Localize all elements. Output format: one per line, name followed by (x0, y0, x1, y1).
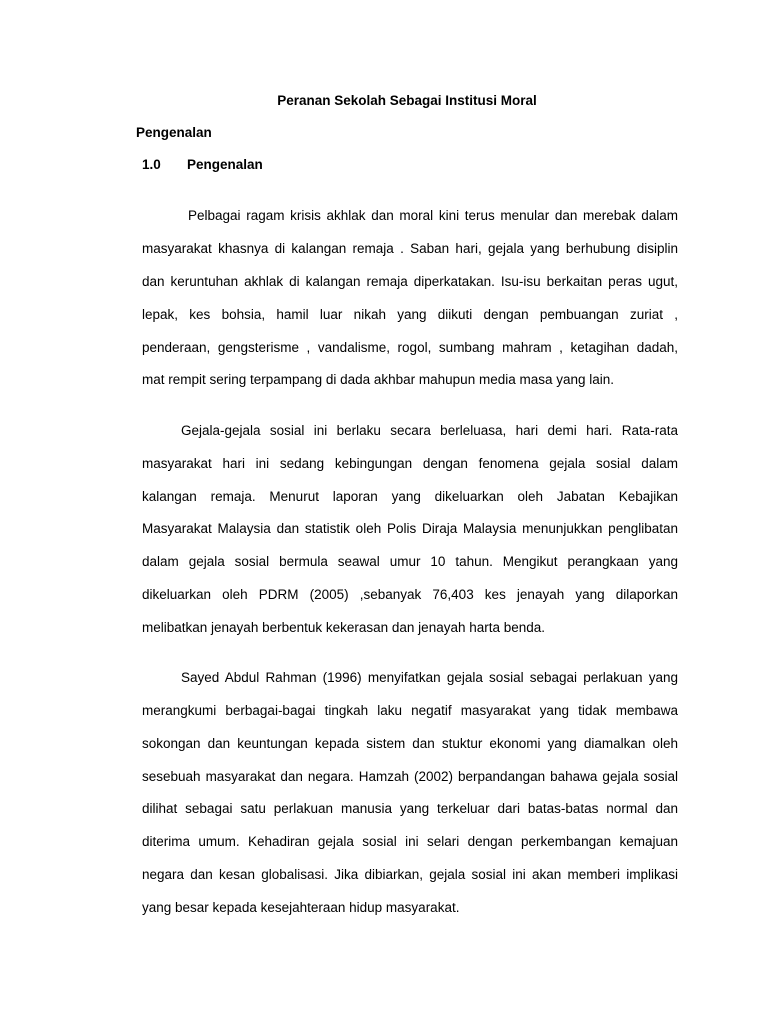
paragraph-line: Pelbagai ragam krisis akhlak dan moral kini terus menular dan merebak dalam (188, 208, 678, 223)
section-heading: Pengenalan (136, 125, 212, 140)
paragraph-line: dalam gejala sosial bermula seawal umur 10 tahun. Mengikut perangkaan yang (142, 554, 678, 569)
paragraph-line: sesebuah masyarakat dan negara. Hamzah (2002) berpandangan bahawa gejala sosial (142, 769, 678, 784)
paragraph-line: mat rempit sering terpampang di dada akhbar mahupun media masa yang lain. (142, 372, 615, 387)
paragraph-line: merangkumi berbagai-bagai tingkah laku negatif masyarakat yang tidak membawa (142, 703, 678, 718)
subsection-title: Pengenalan (187, 157, 263, 172)
paragraph-line: dan keruntuhan akhlak di kalangan remaja diperkatakan. Isu-isu berkaitan peras ugut, (142, 274, 678, 289)
paragraph-line: masyarakat khasnya di kalangan remaja . Saban hari, gejala yang berhubung disiplin (142, 241, 678, 256)
paragraph-line: Masyarakat Malaysia dan statistik oleh Polis Diraja Malaysia menunjukkan penglibatan (142, 521, 678, 536)
paragraph-line: Sayed Abdul Rahman (1996) menyifatkan gejala sosial sebagai perlakuan yang (181, 670, 678, 685)
paragraph-line: kalangan remaja. Menurut laporan yang dikeluarkan oleh Jabatan Kebajikan (142, 489, 678, 504)
document-title: Peranan Sekolah Sebagai Institusi Moral (277, 93, 537, 108)
paragraph-line: penderaan, gengsterisme , vandalisme, rogol, sumbang mahram , ketagihan dadah, (142, 340, 678, 355)
paragraph-line: melibatkan jenayah berbentuk kekerasan dan jenayah harta benda. (142, 620, 546, 635)
paragraph-line: sokongan dan keuntungan kepada sistem dan stuktur ekonomi yang diamalkan oleh (142, 736, 678, 751)
paragraph-line: lepak, kes bohsia, hamil luar nikah yang diikuti dengan pembuangan zuriat , (142, 307, 678, 322)
paragraph-line: negara dan kesan globalisasi. Jika dibiarkan, gejala sosial ini akan memberi implikasi (142, 867, 678, 882)
subsection-number: 1.0 (142, 157, 161, 172)
subsection-heading (142, 157, 263, 172)
paragraph-line: masyarakat hari ini sedang kebingungan dengan fenomena gejala sosial dalam (142, 456, 678, 471)
paragraph-line: yang besar kepada kesejahteraan hidup masyarakat. (142, 900, 460, 915)
paragraph-line: dilihat sebagai satu perlakuan manusia yang terkeluar dari batas-batas normal dan (142, 801, 678, 816)
paragraph-line: Gejala-gejala sosial ini berlaku secara berleluasa, hari demi hari. Rata-rata (181, 423, 678, 438)
paragraph-line: diterima umum. Kehadiran gejala sosial ini selari dengan perkembangan kemajuan (142, 834, 678, 849)
paragraph-line: dikeluarkan oleh PDRM (2005) ,sebanyak 76,403 kes jenayah yang dilaporkan (142, 587, 678, 602)
